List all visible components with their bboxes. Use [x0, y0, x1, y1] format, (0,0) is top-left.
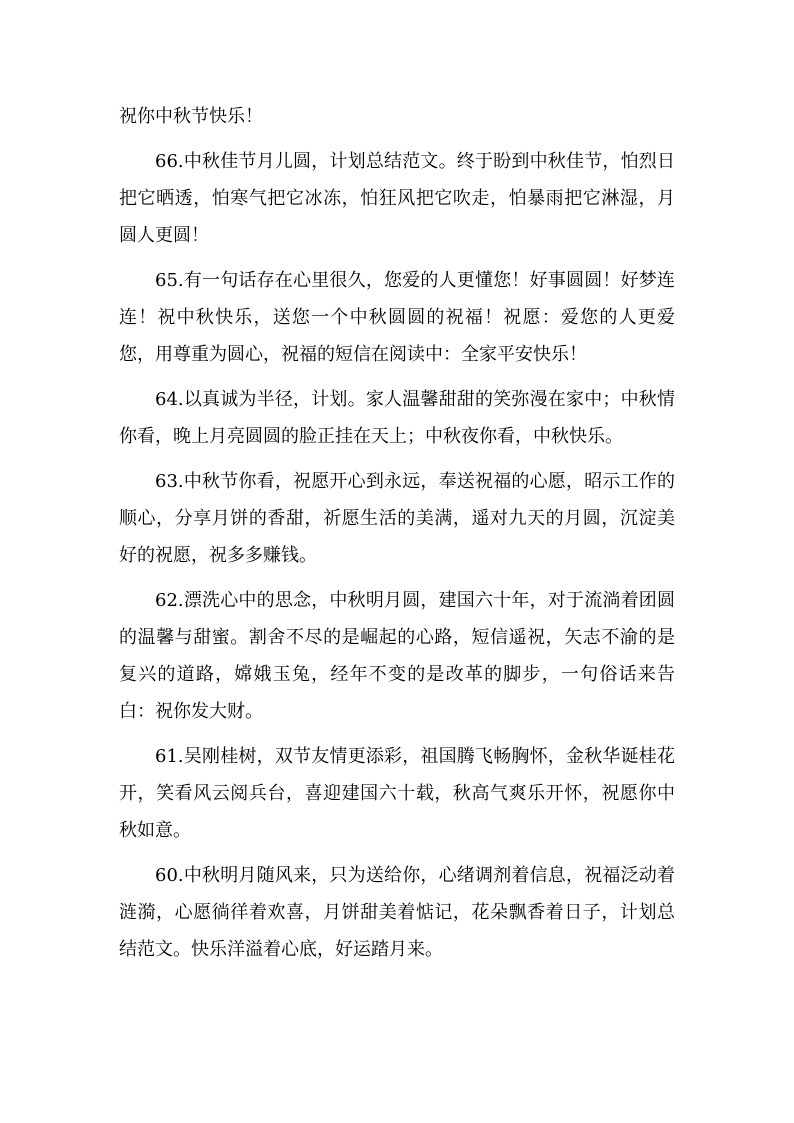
paragraph-60: 60.中秋明月随风来，只为送给你，心绪调剂着信息，祝福泛动着涟漪，心愿徜徉着欢喜，月饼甜美着惦记，花朵飘香着日子，计划总结范文。快乐洋溢着心底，好运踏月来。: [119, 865, 675, 960]
paragraph-66: 66.中秋佳节月儿圆，计划总结范文。终于盼到中秋佳节，怕烈日把它晒透，怕寒气把它冰冻，怕狂风把它吹走，怕暴雨把它淋湿，月圆人更圆！: [119, 151, 675, 246]
document-body: [119, 98, 675, 968]
paragraph-61: 61.吴刚桂树，双节友情更添彩，祖国腾飞畅胸怀，金秋华诞桂花开，笑看风云阅兵台，喜迎建国六十载，秋高气爽乐开怀，祝愿你中秋如意。: [119, 746, 675, 841]
paragraph-63: 63.中秋节你看，祝愿开心到永远，奉送祝福的心愿，昭示工作的顺心，分享月饼的香甜，祈愿生活的美满，遥对九天的月圆，沉淀美好的祝愿，祝多多赚钱。: [119, 471, 675, 566]
paragraph-62: 62.漂洗心中的思念，中秋明月圆，建国六十年，对于流淌着团圆的温馨与甜蜜。割舍不尽的是崛起的心路，短信遥祝，矢志不渝的是复兴的道路，嫦娥玉兔，经年不变的是改革的脚步，一句俗话来告白：祝你发大财。: [119, 590, 675, 722]
paragraph-64: 64.以真诚为半径，计划。家人温馨甜甜的笑弥漫在家中；中秋情你看，晚上月亮圆圆的脸正挂在天上；中秋夜你看，中秋快乐。: [119, 389, 675, 447]
continuation-text: 祝你中秋节快乐！: [119, 106, 263, 127]
paragraph-65: 65.有一句话存在心里很久，您爱的人更懂您！好事圆圆！好梦连连！祝中秋快乐，送您一个中秋圆圆的祝福！祝愿：爱您的人更爱您，用尊重为圆心，祝福的短信在阅读中：全家平安快乐！: [119, 270, 675, 365]
